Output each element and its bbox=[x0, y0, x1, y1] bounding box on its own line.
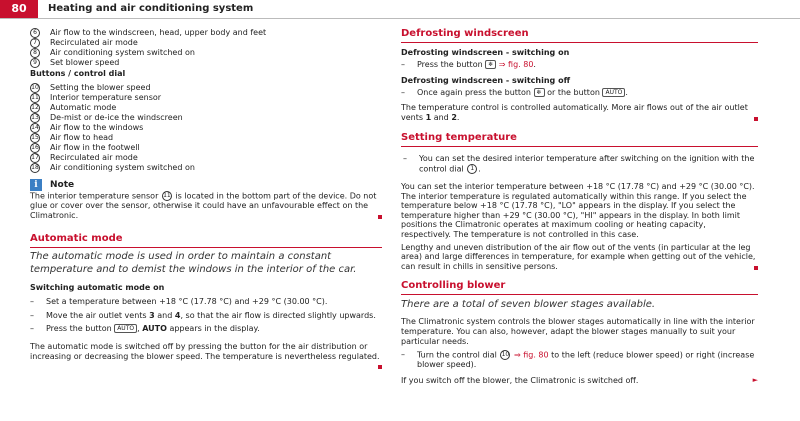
defrost-key-icon: ❄ bbox=[485, 60, 496, 69]
auto-step-2: – Move the air outlet vents 3 and 4, so that the air flow is directed slightly upwards. bbox=[30, 310, 376, 320]
legend-list-b bbox=[30, 83, 382, 173]
temp-paragraph-1: You can set the interior temperature between +18 °C (17.78 °C) and +29 °C (30.00 °C). The interior temperature is regulated automatically within this range. If you select the temperature below +18 °C (17.78 °C), "LO" appears in the display. If you select the temperature higher than +29 °C (30.00 °C), "HI" appears in the display. In both limit positions the Climatronic operates at maximum cooling or heating capacity, respectively. The temperature is not controlled in this case. bbox=[401, 182, 755, 240]
defrost-note: The temperature control is controlled automatically. More air flows out of the air outlet vents 1 and 2. bbox=[401, 103, 758, 122]
blower-step: – Turn the control dial 10 ⇒ fig. 80 to the left (reduce blower speed) or right (increase blower speed). bbox=[401, 350, 755, 370]
info-icon: i bbox=[30, 179, 42, 191]
blower-paragraph-2: If you switch off the blower, the Climatronic is switched off. ► bbox=[401, 375, 758, 385]
temp-paragraph-2: Lengthy and uneven distribution of the air flow out of the vents (in particular at the leg area) and large differences in temperature, for example when getting out of the vehicle, can result in chills in sensitive persons. bbox=[401, 243, 758, 272]
legend-item: 17 Recirculated air mode bbox=[31, 153, 138, 162]
chapter-title: Heating and air conditioning system bbox=[48, 3, 254, 14]
blower-paragraph-1: The Climatronic system controls the blower stages automatically in line with the interior temperature. You can also, however, adapt the blower stages manually to suit your particular needs. bbox=[401, 317, 755, 346]
page-number: 80 bbox=[0, 0, 38, 18]
legend-item: 13 De-mist or de-ice the windscreen bbox=[31, 113, 183, 122]
section-title-setting-temperature: Setting temperature bbox=[401, 132, 758, 147]
legend-item: 12 Automatic mode bbox=[31, 103, 117, 112]
buttons-heading: Buttons / control dial bbox=[30, 69, 126, 78]
legend-item: 18 Air conditioning system switched on bbox=[31, 163, 195, 172]
auto-key-icon: AUTO bbox=[114, 324, 137, 333]
legend-list-a bbox=[30, 28, 382, 68]
right-column bbox=[401, 28, 758, 385]
section-title-controlling-blower: Controlling blower bbox=[401, 280, 758, 295]
section-end-marker bbox=[378, 365, 382, 369]
defrost-key-icon: ❄ bbox=[534, 88, 545, 97]
defrost-off-step: – Once again press the button ❄ or the button AUTO . bbox=[401, 87, 628, 97]
legend-item: 11 Interior temperature sensor bbox=[31, 93, 162, 102]
legend-item: 9 Set blower speed bbox=[30, 58, 382, 68]
auto-off-text: The automatic mode is switched off by pressing the button for the air distribution or increasing or decreasing the blower speed. The temperature is nevertheless regulated. bbox=[30, 342, 382, 361]
defrost-off-heading: Defrosting windscreen - switching off bbox=[401, 75, 571, 85]
section-end-marker bbox=[754, 266, 758, 270]
legend-item: 7 Recirculated air mode bbox=[30, 38, 382, 48]
note-heading: i Note bbox=[30, 179, 382, 191]
legend-item: 8 Air conditioning system switched on bbox=[30, 48, 382, 58]
legend-item: 10 Setting the blower speed bbox=[31, 83, 151, 92]
defrost-on-step: – Press the button ❄ ⇒ fig. 80. bbox=[401, 60, 536, 69]
legend-item: 16 Air flow in the footwell bbox=[31, 143, 140, 152]
section-end-marker bbox=[754, 117, 758, 121]
temp-step: – You can set the desired interior temperature after switching on the ignition with the control dial 1 . bbox=[403, 154, 755, 174]
blower-lead: There are a total of seven blower stages available. bbox=[401, 299, 656, 311]
section-end-marker bbox=[378, 215, 382, 219]
section-title-defrost: Defrosting windscreen bbox=[401, 28, 758, 43]
left-column bbox=[30, 28, 382, 369]
continue-arrow-icon: ► bbox=[752, 375, 758, 384]
automatic-mode-lead: The automatic mode is used in order to maintain a constant temperature and to demist the windows in the interior of the car. bbox=[30, 251, 357, 276]
auto-step-1: – Set a temperature between +18 °C (17.78 °C) and +29 °C (30.00 °C). bbox=[30, 297, 328, 307]
legend-item: 14 Air flow to the windows bbox=[31, 123, 144, 132]
auto-on-heading: Switching automatic mode on bbox=[30, 283, 165, 293]
section-title-automatic-mode: Automatic mode bbox=[30, 233, 382, 248]
legend-item: 6 Air flow to the windscreen, head, upper body and feet bbox=[30, 28, 382, 38]
auto-step-3: – Press the button AUTO , AUTO appears in the display. bbox=[30, 324, 260, 334]
legend-item: 15 Air flow to head bbox=[31, 133, 114, 142]
auto-key-icon: AUTO bbox=[602, 88, 625, 97]
defrost-on-heading: Defrosting windscreen - switching on bbox=[401, 48, 570, 57]
note-text: The interior temperature sensor 11 is located in the bottom part of the device. Do not glue or cover over the sensor, otherwise it could have an unfavourable effect on the Climatronic. bbox=[30, 191, 382, 220]
page-header bbox=[0, 0, 800, 19]
